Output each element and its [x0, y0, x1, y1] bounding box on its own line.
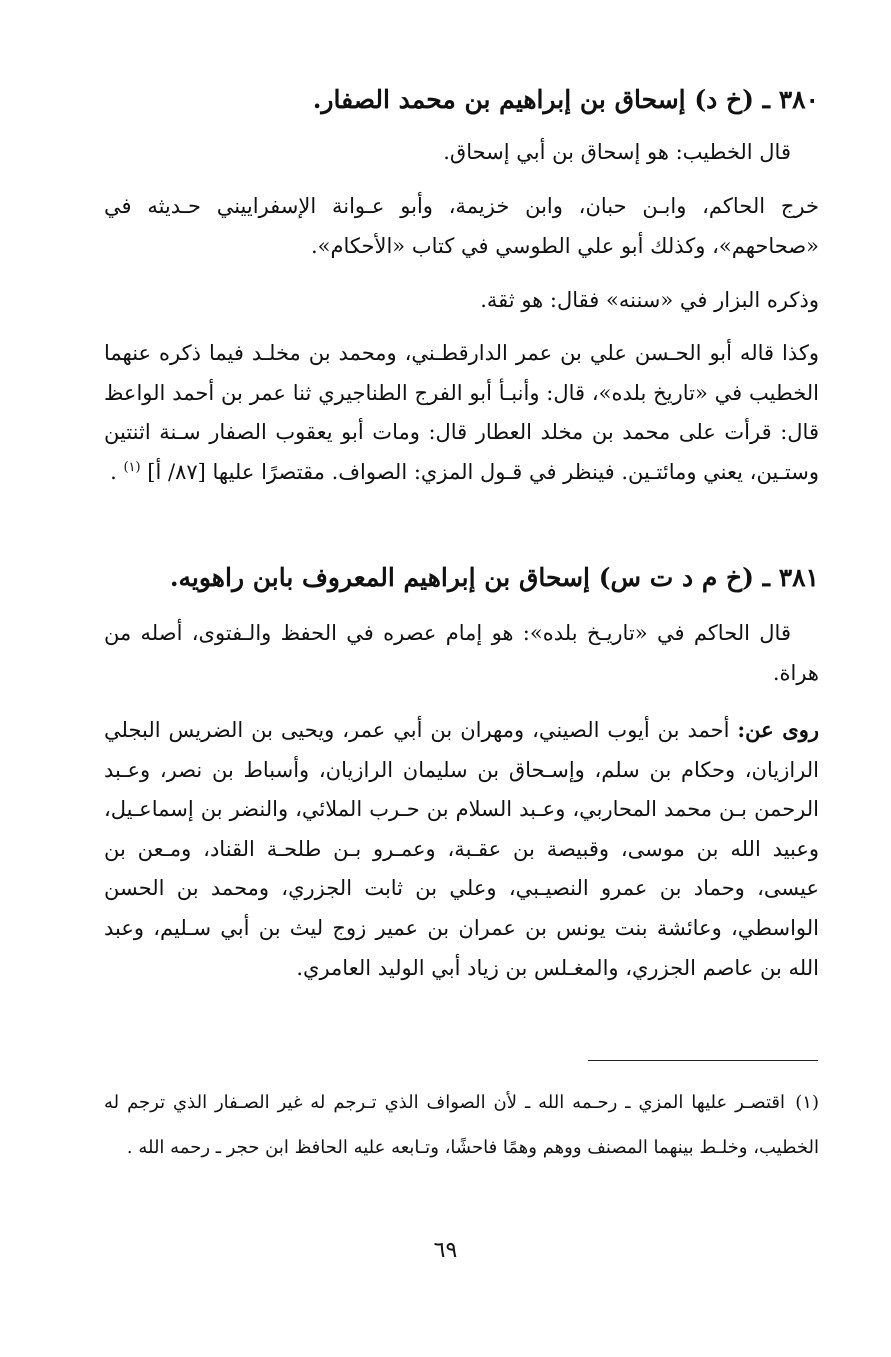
footnote-number: (١) [795, 1092, 819, 1113]
footnote-reference[interactable]: (١) [123, 459, 141, 475]
entry-380-paragraph-4-text: وكذا قاله أبو الحـسن علي بن عمر الدارقطـني، ومحمد بن مخلـد فيما ذكره عنهما الخطيب في «تاريخ بلده»، قال: وأنبـأ أبو الفرج الطناجيري ثنا عمر بن أحمد الواعظ قال: قرأت على محمد بن مخلد العطار قال: ومات أبو يعقوب الصفار سـنة اثنتين وستـين، يعني ومائتـين. فينظر في قـول المزي: الصواف. مقتصرًا عليها [٨٧/ أ] [104, 341, 819, 484]
entry-381-heading: ٣٨١ ـ (خ م د ت س) إسحاق بن إبراهيم المعروف بابن راهويه. [169, 563, 819, 592]
entry-381-narrators [104, 710, 819, 988]
page-number: ٦٩ [433, 1238, 458, 1263]
entry-380-paragraph-4 [104, 334, 819, 492]
entry-380-paragraph-3: وذكره البزار في «سننه» فقال: هو ثقة. [480, 288, 819, 312]
entry-380-paragraph-4-end: . [110, 459, 117, 484]
entry-380-paragraph-1: قال الخطيب: هو إسحاق بن أبي إسحاق. [443, 140, 791, 164]
footnote-divider [588, 1060, 818, 1061]
narrators-list: أحمد بن أيوب الصيني، ومهران بن أبي عمر، ويحيى بن الضريس البجلي الرازيان، وحكام بن سلم، وإسـحاق بن سليمان الرازيان، وأسباط بن نصر، وعـبد الرحمن بـن محمد المحاربي، وعـبد السلام بن حـرب الملائي، والنضر بن إسماعـيل، وعبيد الله بن موسى، وقبيصة بن عقـبة، وعمـرو بـن طلحـة القناد، ومـعن بن عيسى، وحماد بن عمرو النصيـبي، وعلي بن ثابت الجزري، ومحمد بن الحسن الواسطي، وعائشة بنت يونس بن عمران بن عمير زوج ليث بن أبي سـليم، وعبد الله بن عاصم الجزري، والمغـلس بن زياد أبي الوليد العامري. [104, 718, 819, 980]
entry-381-paragraph-1: قال الحاكم في «تاريـخ بلده»: هو إمام عصره في الحفظ والـفتوى، أصله من هراة. [104, 621, 819, 685]
entry-380-paragraph-2: خرج الحاكم، وابـن حبان، وابن خزيمة، وأبو عـوانة الإسفراييني حـديثه في «صحاحهم»، وكذلك أبو علي الطوسي في كتاب «الأحكام». [104, 194, 819, 258]
footnote [104, 1080, 819, 1170]
entry-380-heading: ٣٨٠ ـ (خ د) إسحاق بن إبراهيم بن محمد الصفار. [312, 85, 819, 114]
footnote-text: اقتصـر عليها المزي ـ رحـمه الله ـ لأن الصواف الذي تـرجم له غير الصـفار الذي ترجم له الخطيب، وخلـط بينهما المصنف ووهم وهمًا فاحشًا، وتـابعه عليه الحافظ ابن حجر ـ رحمه الله . [104, 1092, 819, 1158]
narrated-from-label: روى عن: [737, 717, 819, 742]
